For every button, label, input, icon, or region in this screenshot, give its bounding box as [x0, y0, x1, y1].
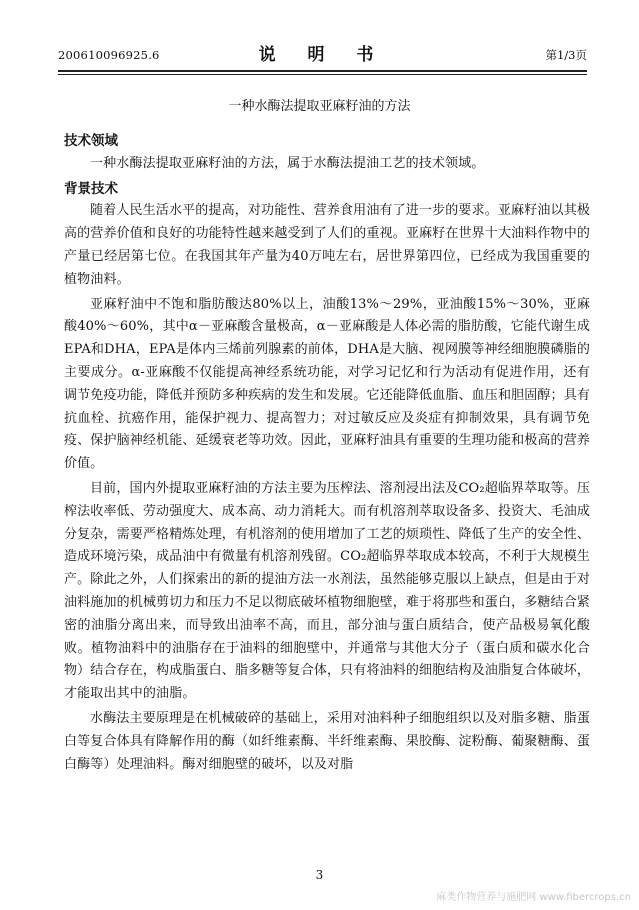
background-paragraph: 目前，国内外提取亚麻籽油的方法主要为压榨法、溶剂浸出法及CO₂超临界萃取等。压榨法收率低、劳动强度大、成本高、动力消耗大。而有机溶剂萃取设备多、投资大、毛油成分复杂，需要严格精炼处理，有机溶剂的使用增加了工艺的烦琐性、降低了生产的安全性、造成环境污染，成品油中有微量有机溶剂残留。CO₂超临界萃取成本较高，不利于大规模生产。除此之外，人们探索出的新的提油方法一水剂法，虽然能够克服以上缺点，但是由于对油料施加的机械剪切力和压力不足以彻底破坏植物细胞壁，难于将那些和蛋白，多糖结合紧密的油脂分离出来，而导致出油率不高，而且，部分油与蛋白质结合，使产品极易氧化酸败。植物油料中的油脂存在于油料的细胞壁中，并通常与其他大分子（蛋白质和碳水化合物）结合存在，构成脂蛋白、脂多糖等复合体，只有将油料的细胞结构及油脂复合体破坏，才能取出其中的油脂。	[64, 480, 591, 702]
invention-title: 一种水酶法提取亚麻籽油的方法	[228, 99, 411, 114]
header-rule-thin	[58, 74, 587, 75]
document-title: 说 明 书	[258, 45, 387, 65]
document-header	[58, 40, 587, 66]
background-paragraph: 水酶法主要原理是在机械破碎的基础上，采用对油料种子细胞组织以及对脂多糖、脂蛋白等复合体具有降解作用的酶（如纤维素酶、半纤维素酶、果胶酶、淀粉酶、葡聚糖酶、蛋白酶等）处理油料。酶对细胞壁的破坏，以及对脂	[64, 710, 591, 772]
document-body	[64, 130, 590, 778]
page-label: 第1/3页	[545, 48, 587, 62]
section-heading-background: 背景技术	[64, 180, 118, 197]
background-paragraph: 亚麻籽油中不饱和脂肪酸达80%以上，油酸13%～29%，亚油酸15%～30%，亚麻酸40%～60%，其中α－亚麻酸含量极高，α－亚麻酸是人体必需的脂肪酸，它能代谢生成EPA和DHA，EPA是体内三烯前列腺素的前体，DHA是大脑、视网膜等神经细胞膜磷脂的主要成分。α-亚麻酸不仅能提高神经系统功能，对学习记忆和行为活动有促进作用，还有调节免疫功能，降低并预防多种疾病的发生和发展。它还能降低血脂、血压和胆固醇；具有抗血栓、抗癌作用，能保护视力、提高智力；对过敏反应及炎症有抑制效果，具有调节免疫、保护脑神经机能、延缓衰老等功效。因此，亚麻籽油具有重要的生理功能和极高的营养价值。	[64, 296, 591, 472]
page-number: 3	[315, 868, 324, 882]
header-rule-thick	[58, 70, 587, 72]
section-heading-field: 技术领域	[64, 133, 118, 149]
site-watermark: 麻类作物营养与施肥网 www.fibercrops.cn	[436, 892, 631, 903]
background-paragraph: 随着人民生活水平的提高，对功能性、营养食用油有了进一步的要求。亚麻籽油以其极高的营养价值和良好的功能特性越来越受到了人们的重视。亚麻籽在世界十大油料作物中的产量已经居第七位。在我国其年产量为40万吨左右，居世界第四位，已经成为我国重要的植物油料。	[64, 203, 591, 287]
field-paragraph: 一种水酶法提取亚麻籽油的方法，属于水酶法提油工艺的技术领域。	[90, 155, 485, 171]
application-number: 200610096925.6	[58, 48, 160, 62]
